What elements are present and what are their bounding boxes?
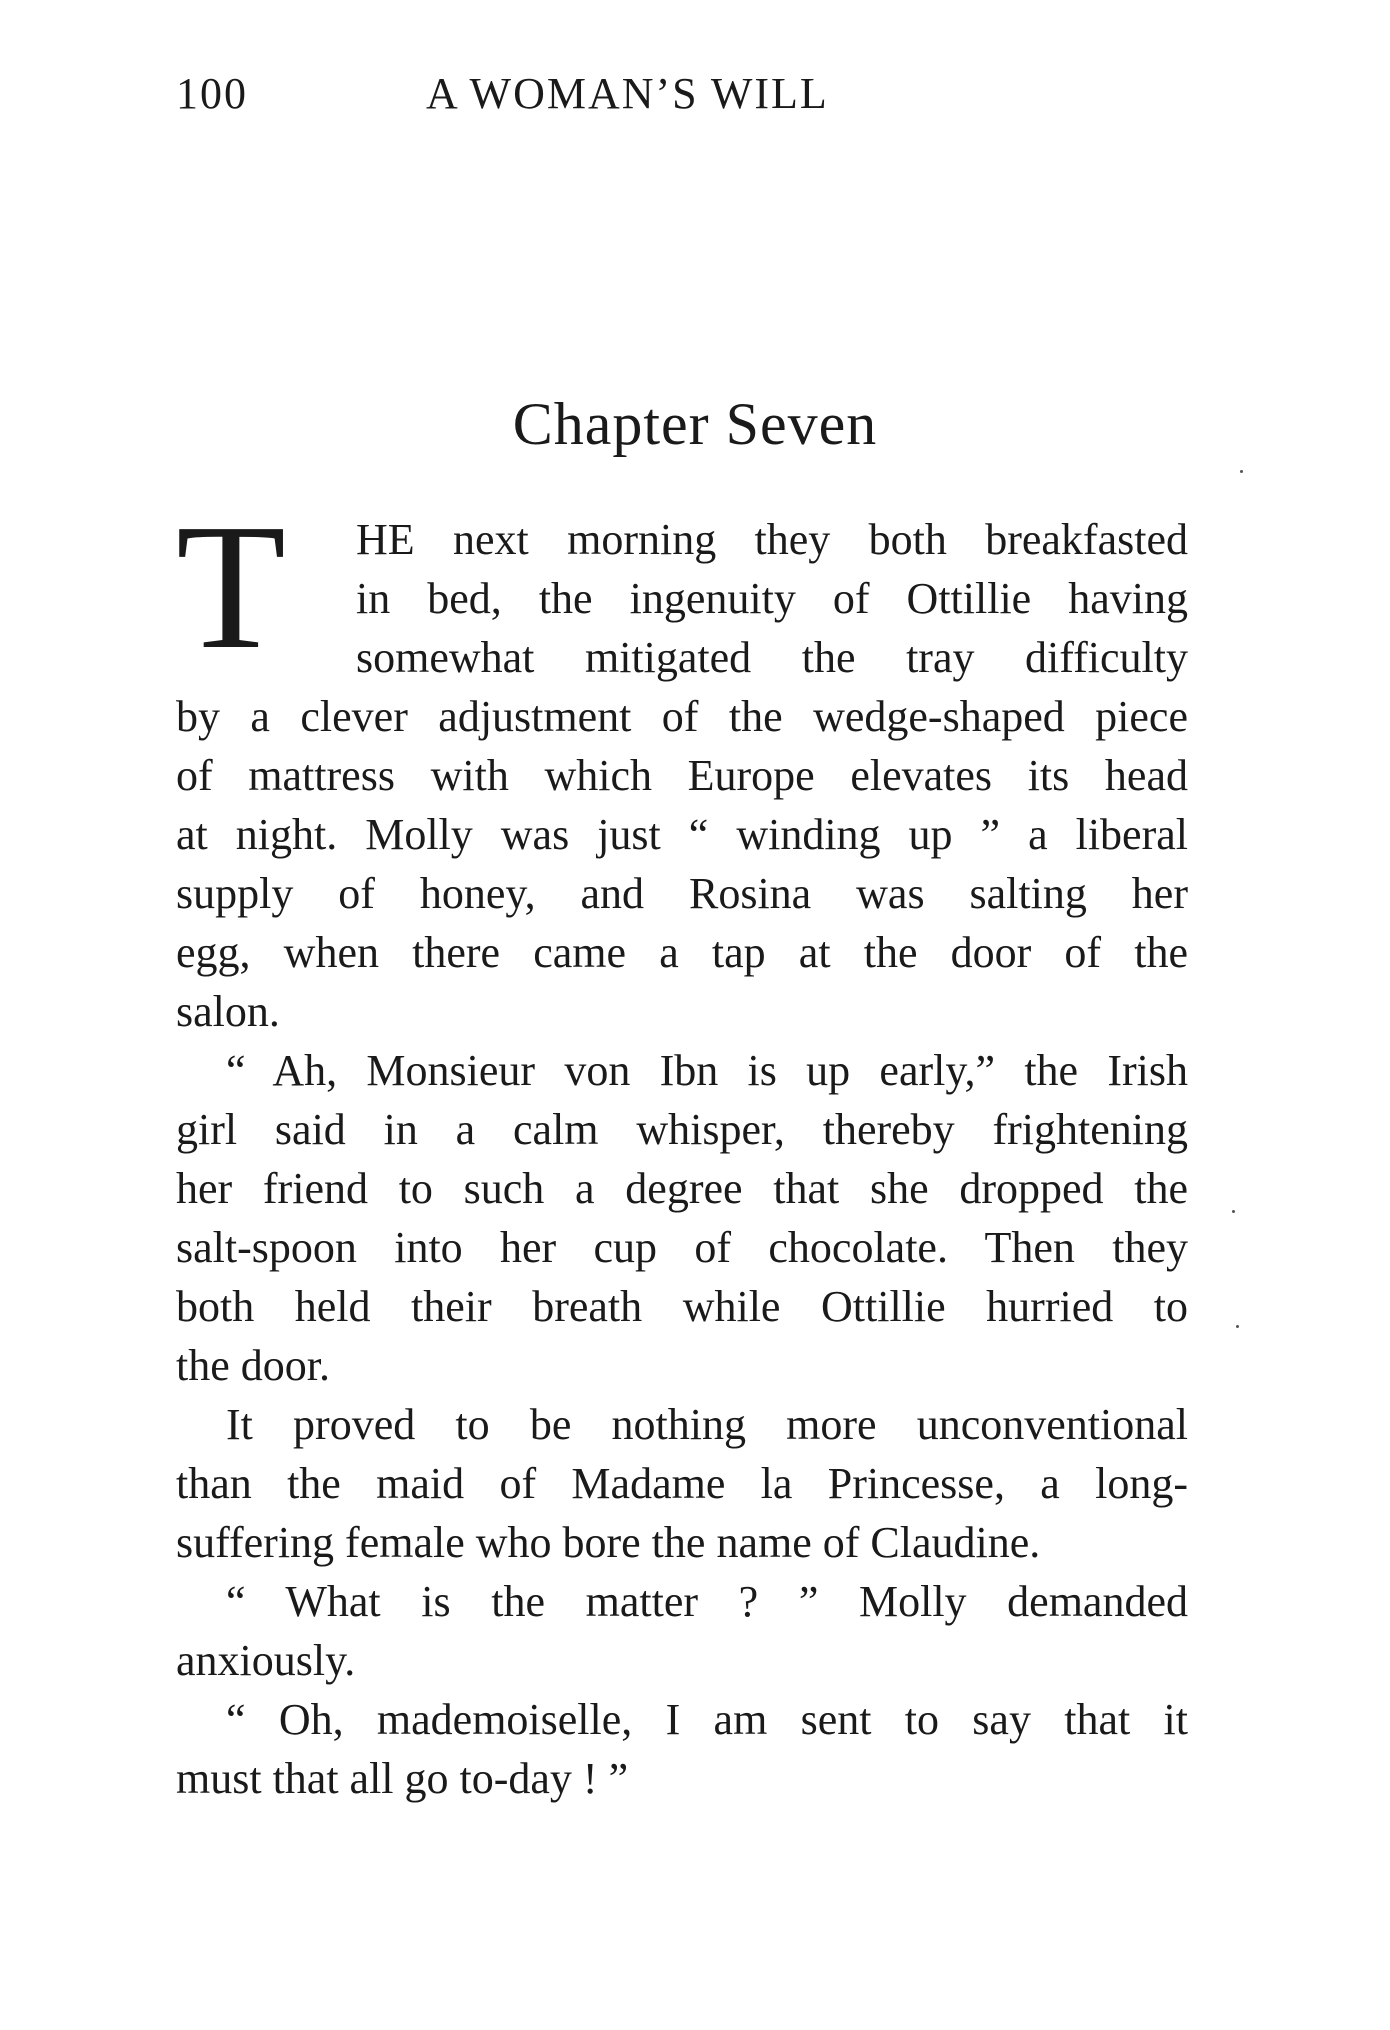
text-line — [176, 1336, 1188, 1395]
text-line — [176, 569, 1188, 628]
text-line — [176, 1631, 1188, 1690]
line-text: in bed, the ingenuity of Ottillie having — [356, 574, 1188, 623]
text-line — [176, 1454, 1188, 1513]
line-text: than the maid of Madame la Princesse, a long- — [176, 1459, 1188, 1508]
paper-speck — [1240, 470, 1243, 473]
line-text: salon. — [176, 987, 280, 1036]
text-line — [176, 510, 1188, 569]
running-head — [176, 68, 829, 119]
line-text: “ What is the matter ? ” Molly demanded — [226, 1577, 1188, 1626]
text-line — [176, 1572, 1188, 1631]
paper-speck — [1236, 1325, 1239, 1328]
text-line — [176, 982, 1188, 1041]
text-line — [176, 1513, 1188, 1572]
text-line — [176, 923, 1188, 982]
text-line — [176, 687, 1188, 746]
line-text: egg, when there came a tap at the door of the — [176, 928, 1188, 977]
line-text: the door. — [176, 1341, 330, 1390]
text-line — [176, 1100, 1188, 1159]
line-text: supply of honey, and Rosina was salting her — [176, 869, 1188, 918]
line-text: her friend to such a degree that she dropped the — [176, 1164, 1188, 1213]
text-line — [176, 864, 1188, 923]
line-text: “ Oh, mademoiselle, I am sent to say that it — [226, 1695, 1188, 1744]
line-text: It proved to be nothing more unconventional — [226, 1400, 1188, 1449]
line-text: must that all go to-day ! ” — [176, 1754, 629, 1803]
text-line — [176, 1218, 1188, 1277]
line-text: girl said in a calm whisper, thereby frightening — [176, 1105, 1188, 1154]
line-text: HE next morning they both breakfasted — [356, 515, 1188, 564]
text-line — [176, 1395, 1188, 1454]
text-line — [176, 1159, 1188, 1218]
page-number: 100 — [176, 69, 248, 118]
line-text: somewhat mitigated the tray difficulty — [356, 633, 1188, 682]
paper-speck — [1232, 1210, 1235, 1213]
text-line — [176, 1277, 1188, 1336]
line-text: anxiously. — [176, 1636, 356, 1685]
line-text: of mattress with which Europe elevates its head — [176, 751, 1188, 800]
line-text: by a clever adjustment of the wedge-shaped piece — [176, 692, 1188, 741]
line-text: salt-spoon into her cup of chocolate. Then they — [176, 1223, 1188, 1272]
line-text: both held their breath while Ottillie hurried to — [176, 1282, 1188, 1331]
line-text: suffering female who bore the name of Claudine. — [176, 1518, 1041, 1567]
text-line — [176, 746, 1188, 805]
text-line — [176, 628, 1188, 687]
line-text: “ Ah, Monsieur von Ibn is up early,” the Irish — [226, 1046, 1188, 1095]
body-text — [176, 487, 1188, 1808]
drop-cap: T — [176, 487, 286, 686]
line-text: at night. Molly was just “ winding up ” a liberal — [176, 810, 1188, 859]
book-title: A WOMAN’S WILL — [426, 69, 829, 118]
text-line — [176, 1690, 1188, 1749]
text-line — [176, 805, 1188, 864]
text-line — [176, 1041, 1188, 1100]
text-line — [176, 1749, 1188, 1808]
chapter-title: Chapter Seven — [512, 391, 878, 457]
